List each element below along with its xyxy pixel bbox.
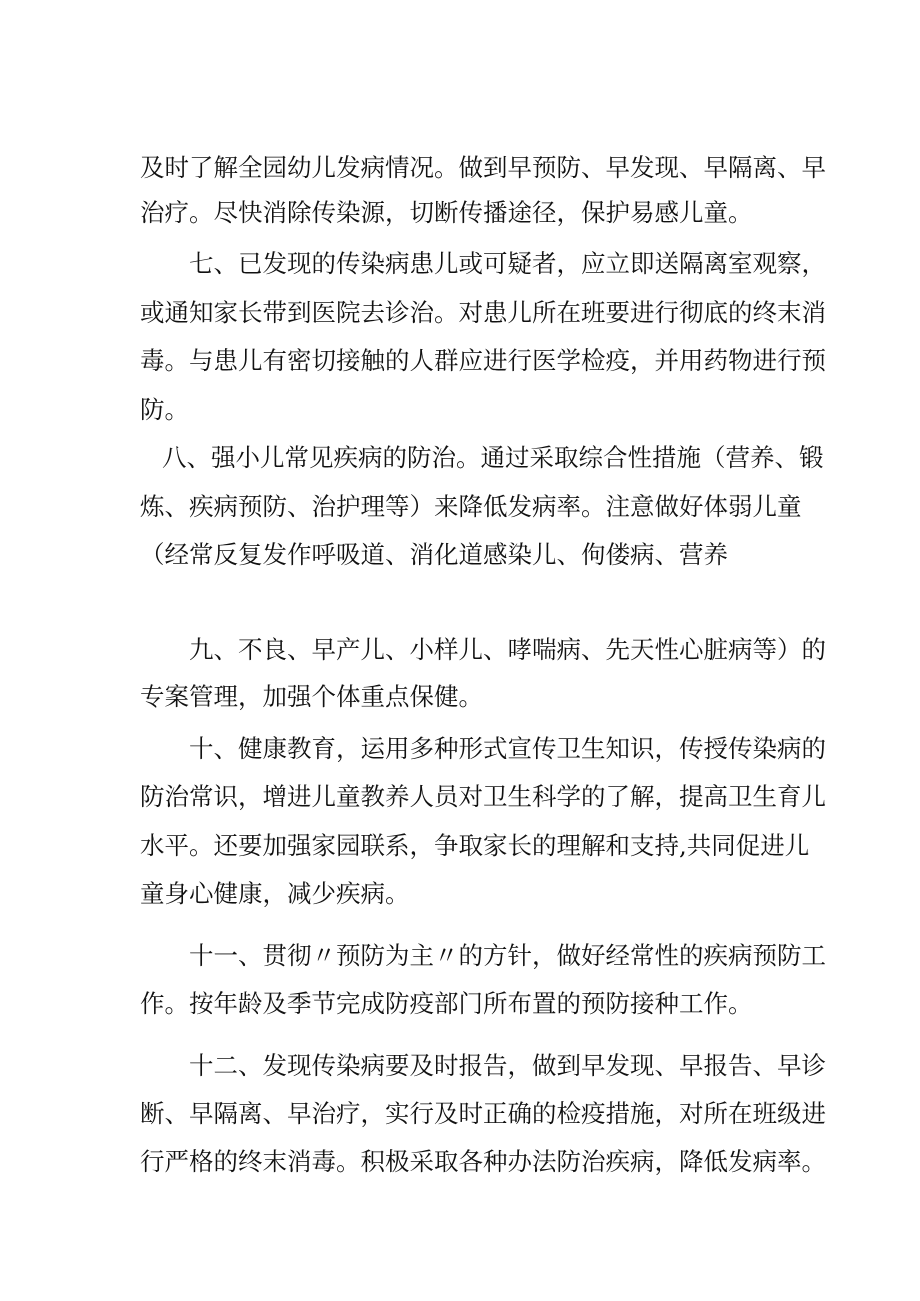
paragraph-line: 专案管理，加强个体重点保健。 [140,682,483,711]
paragraph-line: 防治常识，增进儿童教养人员对卫生科学的了解，提高卫生育儿 [140,782,826,811]
paragraph-line: 炼、疾病预防、治护理等）来降低发病率。注意做好体弱儿童 [140,492,802,521]
paragraph-line: 防。 [140,395,189,424]
paragraph-line: 童身心健康，减少疾病。 [140,879,410,908]
paragraph-line: 治疗。尽快消除传染源，切断传播途径，保护易感儿童。 [140,198,753,227]
paragraph-line: 断、早隔离、早治疗，实行及时正确的检疫措施，对所在班级进 [140,1099,826,1128]
paragraph-line: 或通知家长带到医院去诊治。对患儿所在班要进行彻底的终末消 [140,298,826,327]
paragraph-line: 十一、贯彻〃预防为主〃的方针，做好经常性的疾病预防工 [189,941,826,970]
paragraph-line: 九、不良、早产儿、小样儿、哮喘病、先天性心脏病等）的 [189,635,826,664]
paragraph-line: 作。按年龄及季节完成防疫部门所布置的预防接种工作。 [140,989,753,1018]
paragraph-line: （经常反复发作呼吸道、消化道感染儿、佝偻病、营养 [140,540,728,569]
paragraph-line: 十二、发现传染病要及时报告，做到早发现、早报告、早诊 [189,1051,826,1080]
paragraph-line: 毒。与患儿有密切接触的人群应进行医学检疫，并用药物进行预 [140,346,826,375]
paragraph-line: 八、强小儿常见疾病的防治。通过采取综合性措施（营养、锻 [162,443,824,472]
paragraph-line: 七、已发现的传染病患儿或可疑者，应立即送隔离室观察， [189,249,826,278]
paragraph-line: 十、健康教育，运用多种形式宣传卫生知识，传授传染病的 [189,734,826,763]
paragraph-line: 及时了解全园幼儿发病情况。做到早预防、早发现、早隔离、早 [140,153,826,182]
paragraph-line: 水平。还要加强家园联系，争取家长的理解和支持,共同促进儿 [140,831,810,860]
paragraph-line: 行严格的终末消毒。积极采取各种办法防治疾病，降低发病率。 [140,1147,826,1176]
